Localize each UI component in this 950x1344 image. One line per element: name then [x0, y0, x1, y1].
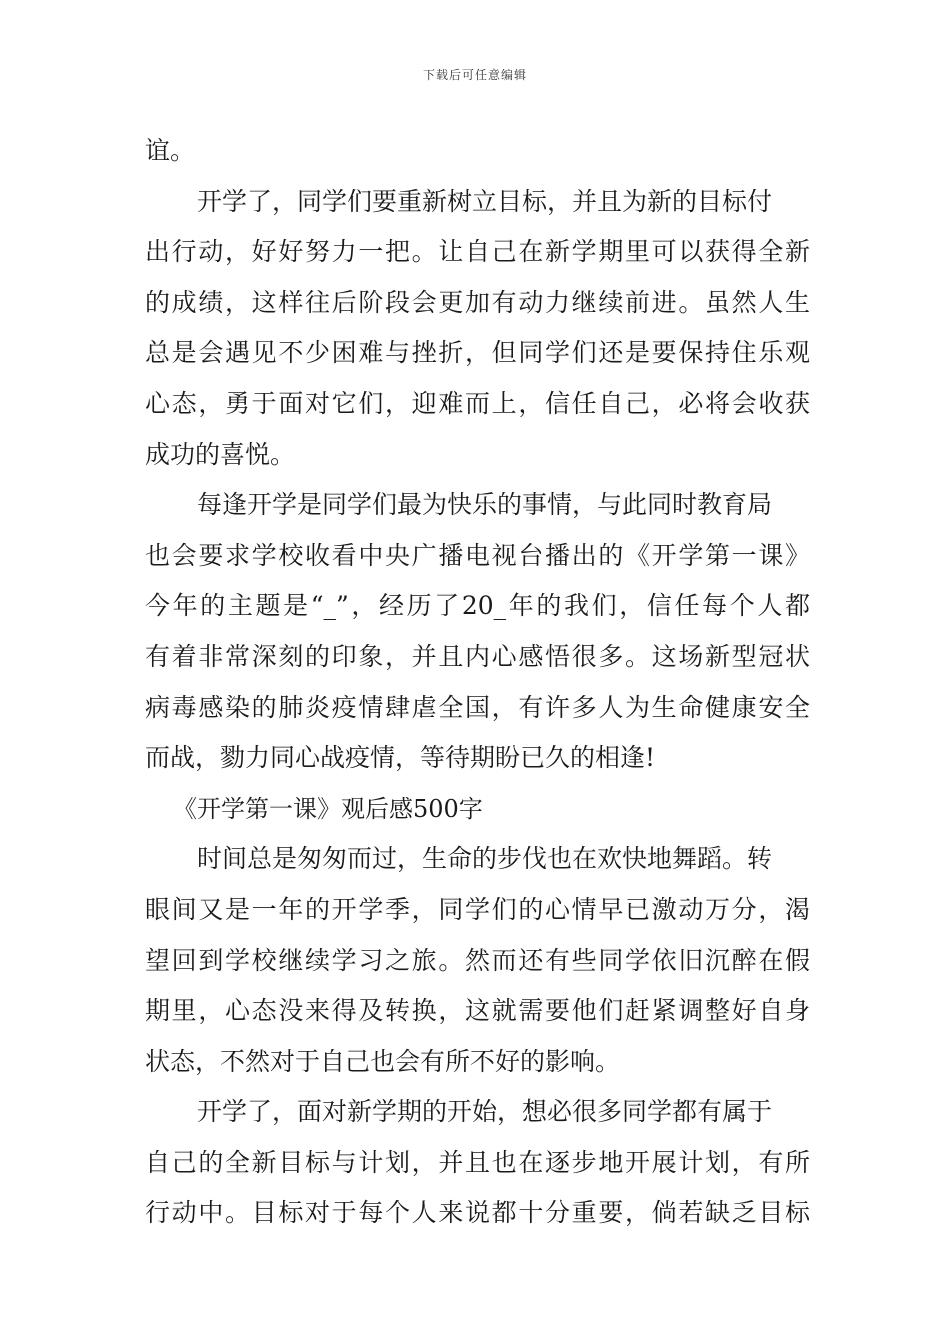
text-line: 今年的主题是“_”，经历了20_年的我们，信任每个人都: [145, 591, 810, 621]
text-line: 也会要求学校收看中央广播电视台播出的《开学第一课》: [145, 540, 810, 570]
text-line: 自己的全新目标与计划，并且也在逐步地开展计划，有所: [145, 1147, 810, 1177]
text-line: 行动中。目标对于每个人来说都十分重要，倘若缺乏目标: [145, 1198, 810, 1228]
text-line: 总是会遇见不少困难与挫折，但同学们还是要保持住乐观: [145, 338, 810, 368]
text-line: 时间总是匆匆而过，生命的步伐也在欢快地舞蹈。转: [197, 844, 773, 874]
text-line: 望回到学校继续学习之旅。然而还有些同学依旧沉醉在假: [145, 945, 810, 975]
text-line: 而战，勠力同心战疫情，等待期盼已久的相逢!: [145, 743, 656, 773]
text-line: 期里，心态没来得及转换，这就需要他们赶紧调整好自身: [145, 996, 810, 1026]
section-heading: 《开学第一课》观后感500字: [173, 794, 483, 823]
text-line: 的成绩，这样往后阶段会更加有动力继续前进。虽然人生: [145, 287, 810, 317]
text-line: 眼间又是一年的开学季，同学们的心情早已激动万分，渴: [145, 894, 810, 924]
page-header: 下载后可任意编辑: [422, 68, 527, 82]
text-line: 病毒感染的肺炎疫情肆虐全国，有许多人为生命健康安全: [145, 692, 810, 722]
text-line: 每逢开学是同学们最为快乐的事情，与此同时教育局: [197, 490, 773, 520]
text-line: 开学了，同学们要重新树立目标，并且为新的目标付: [197, 186, 773, 216]
text-line: 开学了，面对新学期的开始，想必很多同学都有属于: [197, 1097, 773, 1127]
document-body: [145, 126, 810, 1239]
text-line: 成功的喜悦。: [145, 439, 296, 469]
text-line: 谊。: [145, 136, 196, 165]
text-line: 出行动，好好努力一把。让自己在新学期里可以获得全新: [145, 237, 810, 267]
text-line: 状态，不然对于自己也会有所不好的影响。: [145, 1046, 621, 1076]
text-line: 心态，勇于面对它们，迎难而上，信任自己，必将会收获: [145, 388, 810, 418]
text-line: 有着非常深刻的印象，并且内心感悟很多。这场新型冠状: [145, 641, 810, 671]
